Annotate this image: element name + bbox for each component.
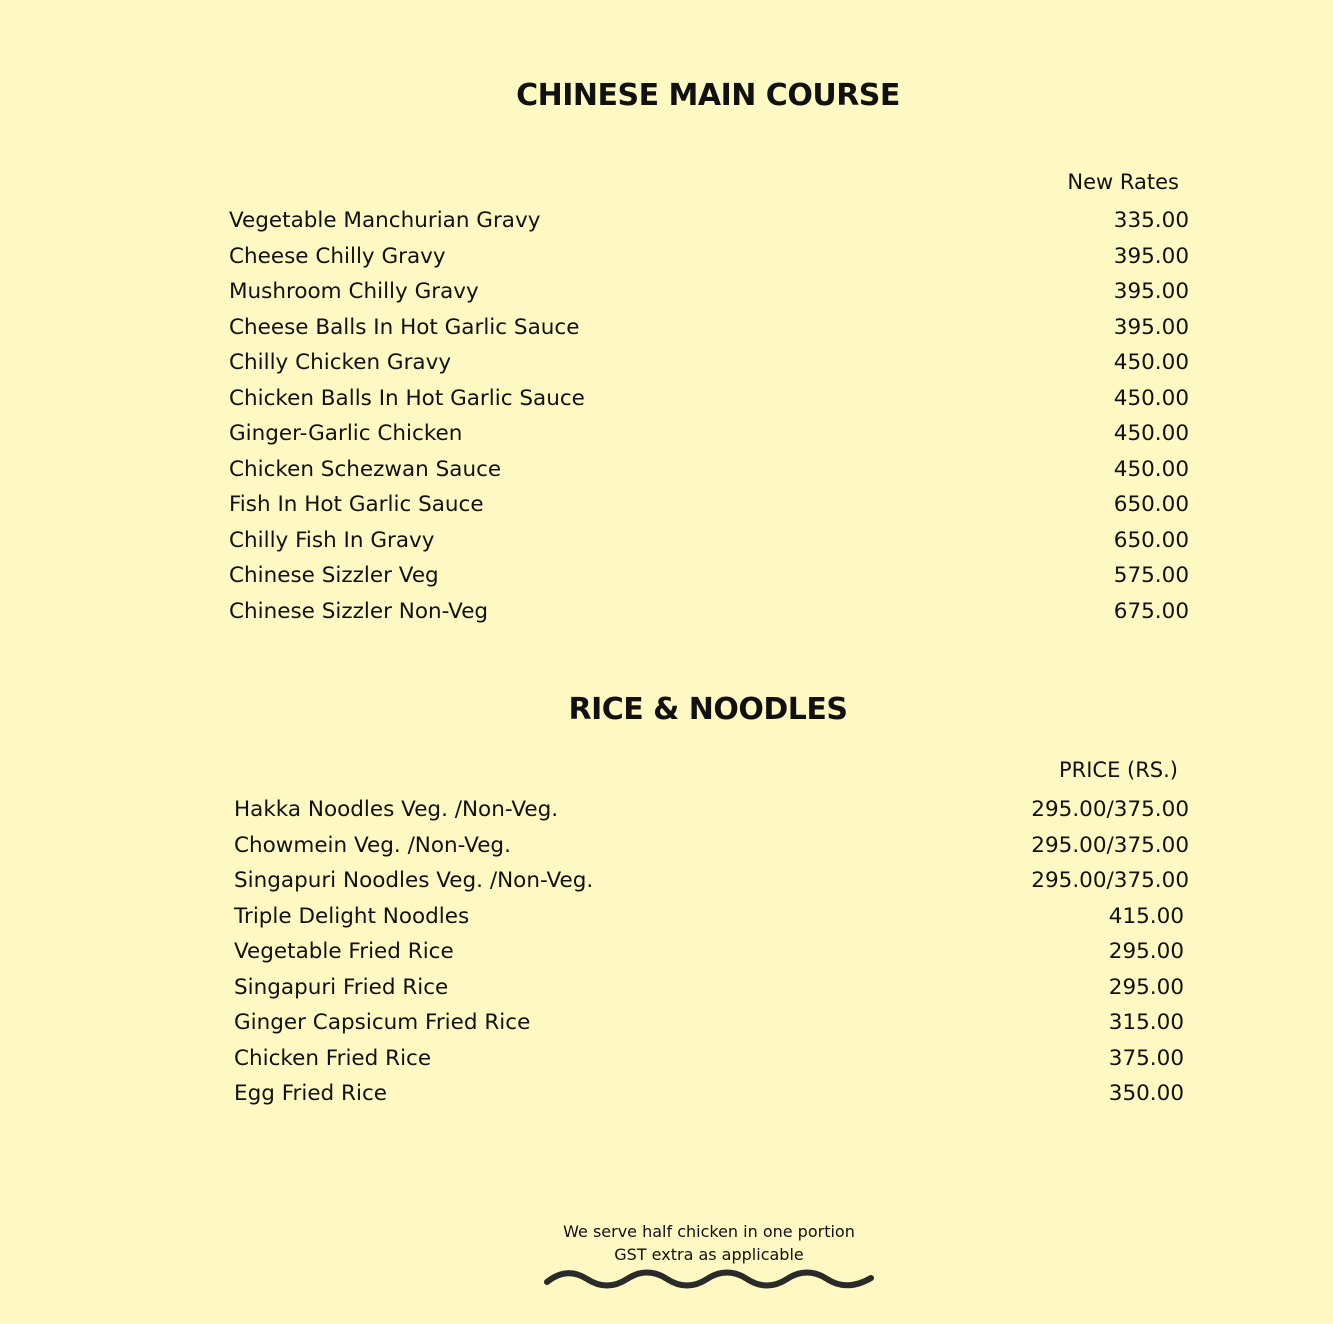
item-price: 675.00: [1113, 598, 1189, 624]
item-price: 450.00: [1113, 350, 1189, 376]
item-name: Cheese Balls In Hot Garlic Sauce: [229, 314, 580, 340]
menu-item: [229, 310, 1189, 346]
item-name: Singapuri Fried Rice: [234, 974, 449, 1000]
item-price: 575.00: [1113, 563, 1189, 589]
menu-item: [234, 934, 1189, 970]
item-price: 295.00: [1108, 974, 1184, 1000]
item-name: Chicken Fried Rice: [234, 1045, 432, 1071]
menu-item: [234, 828, 1189, 864]
menu-item: [229, 274, 1189, 310]
item-name: Chilly Chicken Gravy: [229, 350, 452, 376]
menu-item: [234, 1041, 1189, 1077]
item-price: 375.00: [1108, 1045, 1184, 1071]
item-price: 415.00: [1108, 903, 1184, 929]
menu-item: [234, 1076, 1189, 1112]
item-price: 450.00: [1113, 456, 1189, 482]
item-price: 395.00: [1113, 314, 1189, 340]
item-name: Triple Delight Noodles: [234, 903, 470, 929]
wave-divider: [543, 1268, 875, 1290]
item-price: 395.00: [1113, 279, 1189, 305]
item-name: Egg Fried Rice: [234, 1081, 387, 1107]
chinese-main-course-list: [229, 203, 1189, 629]
item-name: Chicken Schezwan Sauce: [229, 456, 502, 482]
item-name: Chilly Fish In Gravy: [229, 527, 435, 553]
menu-item: [229, 523, 1189, 559]
footer-note-half-chicken: We serve half chicken in one portion: [563, 1222, 855, 1241]
menu-item: [229, 416, 1189, 452]
item-name: Chinese Sizzler Veg: [229, 563, 439, 589]
menu-item: [234, 1005, 1189, 1041]
item-price: 295.00/375.00: [1031, 797, 1189, 823]
menu-item: [229, 452, 1189, 488]
menu-item: [229, 345, 1189, 381]
menu-item: [234, 899, 1189, 935]
item-price: 295.00/375.00: [1031, 868, 1189, 894]
item-name: Vegetable Manchurian Gravy: [229, 208, 541, 234]
item-price: 395.00: [1113, 243, 1189, 269]
menu-item: [229, 594, 1189, 630]
menu-item: [229, 239, 1189, 275]
item-name: Cheese Chilly Gravy: [229, 243, 446, 269]
item-price: 450.00: [1113, 385, 1189, 411]
item-price: 295.00/375.00: [1031, 832, 1189, 858]
section-title-chinese-main-course: CHINESE MAIN COURSE: [516, 78, 900, 113]
menu-item: [234, 792, 1189, 828]
item-name: Hakka Noodles Veg. /Non-Veg.: [234, 797, 559, 823]
column-header-price: PRICE (RS.): [1058, 758, 1178, 782]
item-price: 450.00: [1113, 421, 1189, 447]
item-price: 650.00: [1113, 527, 1189, 553]
section-title-rice-noodles: RICE & NOODLES: [568, 692, 848, 727]
footer-note-gst: GST extra as applicable: [614, 1245, 804, 1264]
menu-item: [229, 203, 1189, 239]
item-price: 295.00: [1108, 939, 1184, 965]
menu-item: [229, 487, 1189, 523]
item-price: 350.00: [1108, 1081, 1184, 1107]
item-name: Ginger-Garlic Chicken: [229, 421, 463, 447]
item-name: Chinese Sizzler Non-Veg: [229, 598, 489, 624]
column-header-new-rates: New Rates: [1067, 170, 1179, 194]
menu-item: [234, 863, 1189, 899]
item-name: Chowmein Veg. /Non-Veg.: [234, 832, 511, 858]
menu-item: [234, 970, 1189, 1006]
item-name: Fish In Hot Garlic Sauce: [229, 492, 484, 518]
item-name: Vegetable Fried Rice: [234, 939, 454, 965]
item-price: 335.00: [1113, 208, 1189, 234]
item-name: Mushroom Chilly Gravy: [229, 279, 479, 305]
menu-item: [229, 558, 1189, 594]
menu-item: [229, 381, 1189, 417]
item-price: 315.00: [1108, 1010, 1184, 1036]
item-name: Chicken Balls In Hot Garlic Sauce: [229, 385, 585, 411]
item-name: Ginger Capsicum Fried Rice: [234, 1010, 531, 1036]
item-price: 650.00: [1113, 492, 1189, 518]
rice-noodles-list: [234, 792, 1189, 1112]
item-name: Singapuri Noodles Veg. /Non-Veg.: [234, 868, 594, 894]
